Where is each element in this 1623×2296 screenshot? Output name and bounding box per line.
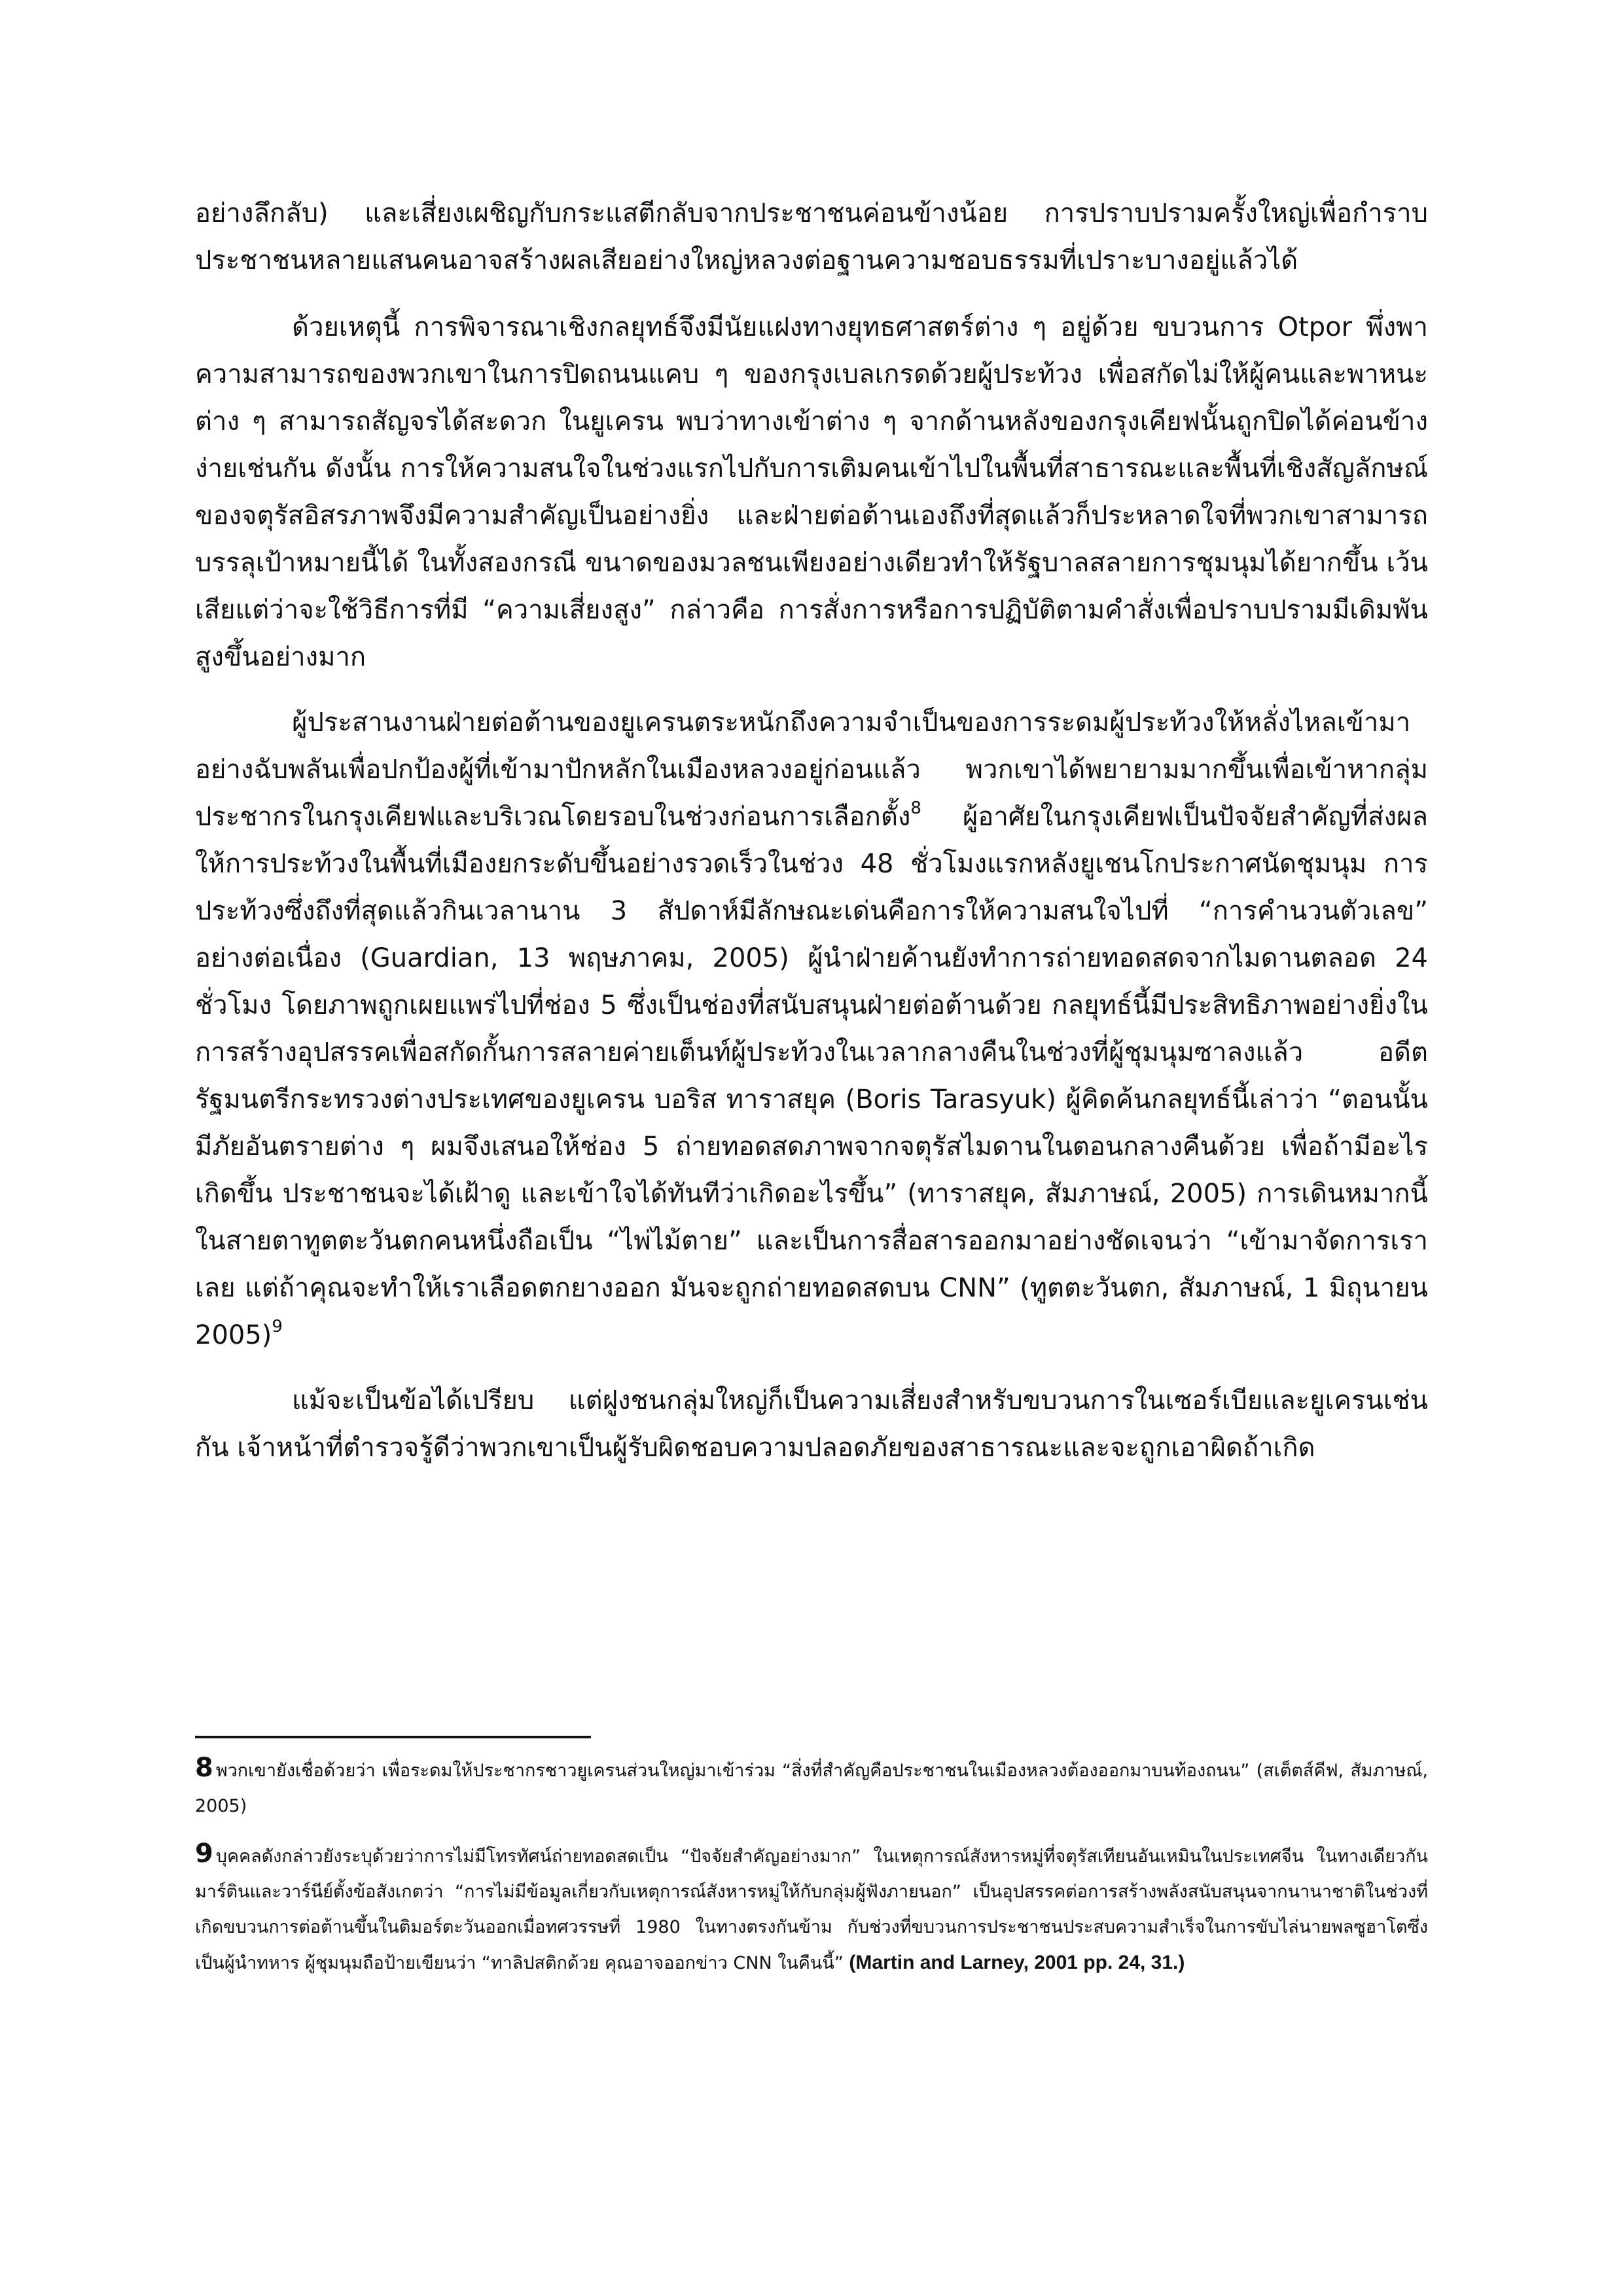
paragraph-2: ด้วยเหตุนี้ การพิจารณาเชิงกลยุทธ์จึงมีนัยแฝงทางยุทธศาสตร์ต่าง ๆ อยู่ด้วย ขบวนการ Otpor พึ่งพาความสามารถของพวกเขาในการปิดถนนแคบ ๆ ของกรุงเบลเกรดด้วยผู้ประท้วง เพื่อสกัดไม่ให้ผู้คนและพาหนะต่าง ๆ สามารถสัญจรได้สะดวก ในยูเครน พบว่าทางเข้าต่าง ๆ จากด้านหลังของกรุงเคียฟนั้นถูกปิดได้ค่อนข้างง่ายเช่นกัน ดังนั้น การให้ความสนใจในช่วงแรกไปกับการเติมคนเข้าไปในพื้นที่สาธารณะและพื้นที่เชิงสัญลักษณ์ของจตุรัสอิสรภาพจึงมีความสำคัญเป็นอย่างยิ่ง และฝ่ายต่อต้านเองถึงที่สุดแล้วก็ประหลาดใจที่พวกเขาสามารถบรรลุเป้าหมายนี้ได้ ในทั้งสองกรณี ขนาดของมวลชนเพียงอย่างเดียวทำให้รัฐบาลสลายการชุมนุมได้ยากขึ้น เว้นเสียแต่ว่าจะใช้วิธีการที่มี “ความเสี่ยงสูง” กล่าวคือ การสั่งการหรือการปฏิบัติตามคำสั่งเพื่อปราบปรามมีเดิมพันสูงขึ้นอย่างมาก — [195, 312, 1428, 672]
footnote-separator — [195, 1736, 591, 1738]
footnote-ref-8: 8 — [910, 798, 921, 818]
footnote-number: 9 — [195, 1839, 213, 1869]
footnote-number: 8 — [195, 1753, 213, 1783]
footnote-ref-9: 9 — [272, 1317, 283, 1336]
paragraph-1: อย่างลึกลับ) และเสี่ยงเผชิญกับกระแสตีกลับจากประชาชนค่อนข้างน้อย การปราบปรามครั้งใหญ่เพื่อกำราบประชาชนหลายแสนคนอาจสร้างผลเสียอย่างใหญ่หลวงต่อฐานความชอบธรรมที่เปราะบางอยู่แล้วได้ — [195, 198, 1428, 276]
document-body — [195, 190, 1428, 1490]
footnote-text: บุคคลดังกล่าวยังระบุด้วยว่าการไม่มีโทรทัศน์ถ่ายทอดสดเป็น “ปัจจัยสำคัญอย่างมาก” ในเหตุการณ์สังหารหมู่ที่จตุรัสเทียนอันเหมินในประเทศจีน ในทางเดียวกัน มาร์ตินและวาร์นีย์ตั้งข้อสังเกตว่า “การไม่มีข้อมูลเกี่ยวกับเหตุการณ์สังหารหมู่ให้กับกลุ่มผู้ฟังภายนอก” เป็นอุปสรรคต่อการสร้างพลังสนับสนุนจากนานาชาติในช่วงที่เกิดขบวนการต่อต้านขึ้นในติมอร์ตะวันออกเมื่อทศวรรษที่ 1980 ในทางตรงกันข้าม กับช่วงที่ขบวนการประชาชนประสบความสำเร็จในการขับไล่นายพลซูฮาโตซึ่งเป็นผู้นำทหาร ผู้ชุมนุมถือป้ายเขียนว่า “ทาลิปสติกด้วย คุณอาจออกข่าว CNN ในคืนนี้” — [195, 1846, 1428, 1973]
footnote-9 — [195, 1836, 1428, 1981]
footnote-8 — [195, 1750, 1428, 1824]
paragraph-4: แม้จะเป็นข้อได้เปรียบ แต่ฝูงชนกลุ่มใหญ่ก็เป็นความเสี่ยงสำหรับขบวนการในเซอร์เบียและยูเครนเช่นกัน เจ้าหน้าที่ตำรวจรู้ดีว่าพวกเขาเป็นผู้รับผิดชอบความปลอดภัยของสาธารณะและจะถูกเอาผิดถ้าเกิด — [195, 1386, 1428, 1463]
paragraph-3-part-a: ผู้ประสานงานฝ่ายต่อต้านของยูเครนตระหนักถึงความจำเป็นของการระดมผู้ประท้วงให้หลั่งไหลเข้ามาอย่างฉับพลันเพื่อปกป้องผู้ที่เข้ามาปักหลักในเมืองหลวงอยู่ก่อนแล้ว พวกเขาได้พยายามมากขึ้นเพื่อเข้าหากลุ่มประชากรในกรุงเคียฟและบริเวณโดยรอบในช่วงก่อนการเลือกตั้ง — [195, 708, 1428, 832]
footnote-citation: (Martin and Larney, 2001 pp. 24, 31.) — [849, 1952, 1185, 1973]
paragraph-3-part-b: ผู้อาศัยในกรุงเคียฟเป็นปัจจัยสำคัญที่ส่งผลให้การประท้วงในพื้นที่เมืองยกระดับขึ้นอย่างรวดเร็วในช่วง 48 ชั่วโมงแรกหลังยูเชนโกประกาศนัดชุมนุม การประท้วงซึ่งถึงที่สุดแล้วกินเวลานาน 3 สัปดาห์มีลักษณะเด่นคือการให้ความสนใจไปที่ “การคำนวนตัวเลข” อย่างต่อเนื่อง (Guardian, 13 พฤษภาคม, 2005) ผู้นำฝ่ายค้านยังทำการถ่ายทอดสดจากไมดานตลอด 24 ชั่วโมง โดยภาพถูกเผยแพร่ไปที่ช่อง 5 ซึ่งเป็นช่องที่สนับสนุนฝ่ายต่อต้านด้วย กลยุทธ์นี้มีประสิทธิภาพอย่างยิ่งในการสร้างอุปสรรคเพื่อสกัดกั้นการสลายค่ายเต็นท์ผู้ประท้วงในเวลากลางคืนในช่วงที่ผู้ชุมนุมซาลงแล้ว อดีตรัฐมนตรีกระทรวงต่างประเทศของยูเครน บอริส ทาราสยุค (Boris Tarasyuk) ผู้คิดค้นกลยุทธ์นี้เล่าว่า “ตอนนั้นมีภัยอันตรายต่าง ๆ ผมจึงเสนอให้ช่อง 5 ถ่ายทอดสดภาพจากจตุรัสไมดานในตอนกลางคืนด้วย เพื่อถ้ามีอะไรเกิดขึ้น ประชาชนจะได้เฝ้าดู และเข้าใจได้ทันทีว่าเกิดอะไรขึ้น” (ทาราสยุค, สัมภาษณ์, 2005) การเดินหมากนี้ในสายตาทูตตะวันตกคนหนึ่งถือเป็น “ไพ่ไม้ตาย” และเป็นการสื่อสารออกมาอย่างชัดเจนว่า “เข้ามาจัดการเราเลย แต่ถ้าคุณจะทำให้เราเลือดตกยางออก มันจะถูกถ่ายทอดสดบน CNN” (ทูตตะวันตก, สัมภาษณ์, 1 มิถุนายน 2005) — [195, 802, 1428, 1350]
footnotes — [195, 1750, 1428, 1993]
paragraph-3 — [195, 699, 1428, 1359]
footnote-text: พวกเขายังเชื่อด้วยว่า เพื่อระดมให้ประชากรชาวยูเครนส่วนใหญ่มาเข้าร่วม “สิ่งที่สำคัญคือประชาชนในเมืองหลวงต้องออกมาบนท้องถนน” (สเต็ตส์คีฟ, สัมภาษณ์, 2005) — [195, 1761, 1428, 1816]
